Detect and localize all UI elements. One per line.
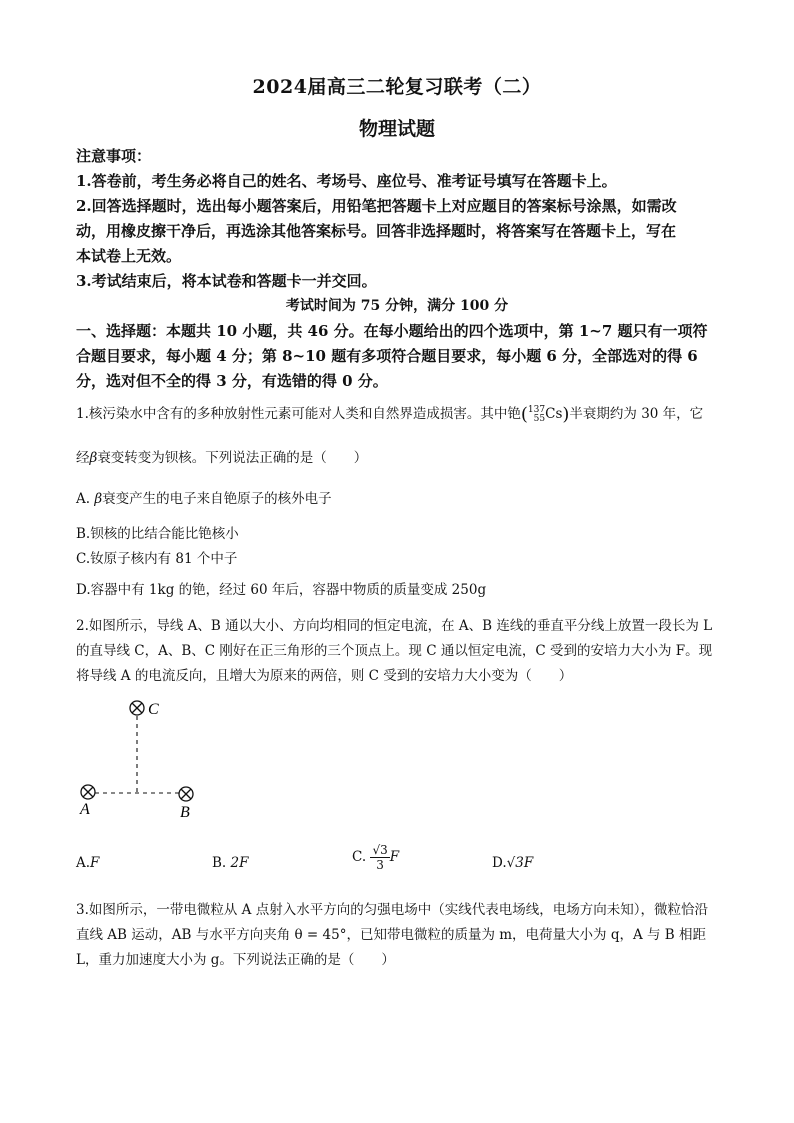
q2-option-d: D.√3F [492,855,534,871]
exam-title: 2024届高三二轮复习联考（二） [252,76,542,98]
wire-a-symbol [81,785,95,799]
q2-stem-line-1: 2.如图所示，导线 A、B 通以大小、方向均相同的恒定电流，在 A、B 连线的垂直平分线上放置一段长为 L [76,618,713,634]
notice-item-2-line-2: 动，用橡皮擦干净后，再选涂其他答案标号。回答非选择题时，将答案写在答题卡上，写在 [76,222,677,240]
label-b: B [180,804,190,821]
q1-stem-line-1: 1.核污染水中含有的多种放射性元素可能对人类和自然界造成损害。其中铯( 137 55 Cs)半衰期约为 30 年，它 [76,404,704,425]
exam-time: 考试时间为 75 分钟，满分 100 分 [285,298,509,314]
q2-option-b: B. 2F [212,855,249,871]
q3-stem-line-3: L，重力加速度大小为 g。下列说法正确的是（ ） [76,952,395,968]
q2-stem-line-2: 的直导线 C，A、B、C 刚好在正三角形的三个顶点上。现 C 通以恒定电流，C 受到的安培力大小为 F。现 [76,643,713,659]
section1-line-1: 一、选择题：本题共 10 小题，共 46 分。在每小题给出的四个选项中，第 1~7 题只有一项符 [76,322,708,340]
q1-option-b: B.钡核的比结合能比铯核小 [76,526,239,542]
q1-option-d: D.容器中有 1kg 的铯，经过 60 年后，容器中物质的质量变成 250g [76,582,487,598]
label-a: A [80,801,90,818]
notice-item-2-line-1: 2.回答选择题时，选出每小题答案后，用铅笔把答题卡上对应题目的答案标号涂黑，如需改 [76,197,677,215]
q2-option-c: C. $\frac{√3}{3}$ F [352,843,400,872]
notice-item-1: 1.答卷前，考生务必将自己的姓名、考场号、座位号、准考证号填写在答题卡上。 [76,172,617,190]
isotope-notation: 137 55 [527,404,546,424]
notice-block [76,144,718,394]
notice-heading: 注意事项： [76,147,152,165]
q3-stem-line-2: 直线 AB 运动，AB 与水平方向夹角 θ = 45°，已知带电微粒的质量为 m，电荷量大小为 q，A 与 B 相距 [76,927,707,943]
notice-item-2-line-3: 本试卷上无效。 [76,247,182,265]
wire-b-symbol [179,787,193,801]
q2-option-a: A.F [76,855,100,871]
section1-line-3: 分，选对但不全的得 3 分，有选错的得 0 分。 [76,372,388,390]
wire-c-symbol [130,701,144,715]
q1-stem-line-2: 经β衰变转变为钡核。下列说法正确的是（ ） [76,450,368,466]
q3-stem-line-1: 3.如图所示，一带电微粒从 A 点射入水平方向的匀强电场中（实线代表电场线，电场方向未知），微粒恰沿 [76,902,708,918]
section1-line-2: 合题目要求，每小题 4 分；第 8~10 题有多项符合题目要求，每小题 6 分，全部选对的得 6 [76,347,698,365]
q2-wire-diagram [70,690,220,830]
q1-option-c: C.钕原子核内有 81 个中子 [76,551,238,567]
q1-option-a: A. β衰变产生的电子来自铯原子的核外电子 [76,491,332,507]
q2-stem-line-3: 将导线 A 的电流反向，且增大为原来的两倍，则 C 受到的安培力大小变为（ ） [76,668,573,684]
notice-item-3: 3.考试结束后，将本试卷和答题卡一并交回。 [76,272,377,290]
label-c: C [148,701,159,718]
fraction: $\frac{√3}{3}$ [372,843,388,872]
exam-subject: 物理试题 [358,118,435,140]
